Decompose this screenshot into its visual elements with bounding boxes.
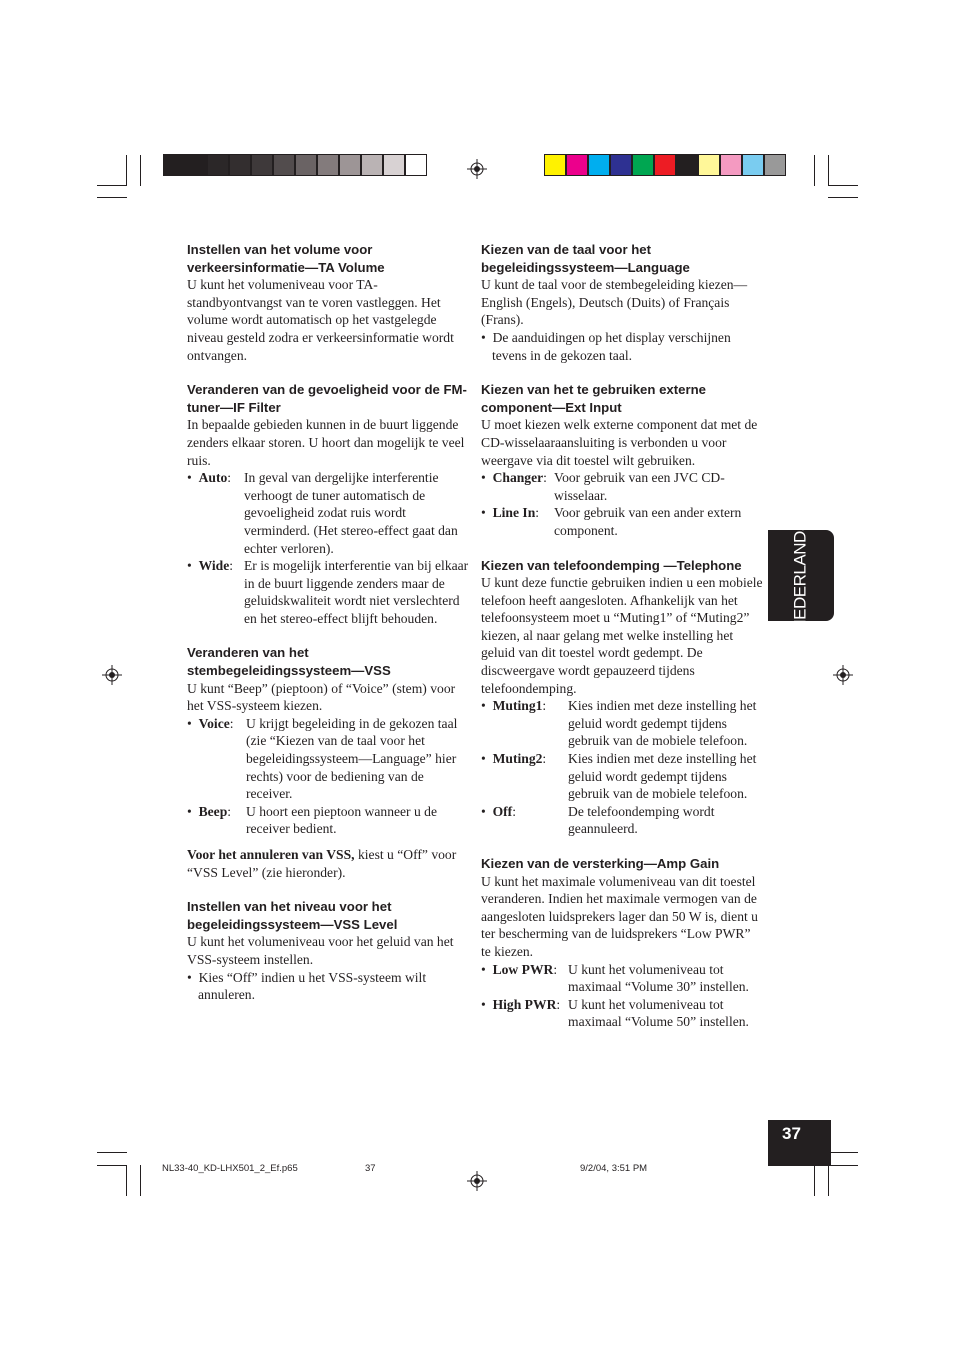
option-item bbox=[481, 469, 763, 504]
color-swatch bbox=[317, 154, 339, 176]
section-heading: Instellen van het niveau voor het begeleidingssysteem—VSS Level bbox=[187, 899, 398, 932]
color-swatch bbox=[632, 154, 654, 176]
color-swatch bbox=[295, 154, 317, 176]
crop-mark bbox=[828, 155, 829, 186]
crop-mark bbox=[828, 1165, 829, 1196]
color-swatch bbox=[588, 154, 610, 176]
option-key: • Muting1: bbox=[481, 698, 547, 714]
option-item bbox=[481, 750, 763, 803]
color-swatch bbox=[405, 154, 427, 176]
section-ta-volume bbox=[187, 241, 469, 364]
language-tab bbox=[768, 519, 834, 632]
option-item bbox=[187, 469, 469, 557]
grayscale-color-bar bbox=[163, 154, 427, 176]
option-item bbox=[187, 557, 469, 627]
section-language bbox=[481, 241, 763, 364]
option-text: Kies indien met deze instelling het geluid wordt gedempt tijdens gebruik van de mobiele telefoon. bbox=[568, 698, 757, 749]
option-item bbox=[481, 504, 763, 539]
option-text: Kies indien met deze instelling het geluid wordt gedempt tijdens gebruik van de mobiele telefoon. bbox=[568, 751, 757, 802]
option-key: • Muting2: bbox=[481, 751, 547, 767]
registration-mark-icon bbox=[833, 665, 853, 685]
color-swatch bbox=[654, 154, 676, 176]
page-number-box bbox=[768, 1120, 831, 1166]
section-paragraph: U kunt “Beep” (pieptoon) of “Voice” (stem) voor het VSS-systeem kiezen. bbox=[187, 680, 456, 714]
crop-mark bbox=[828, 197, 858, 198]
section-paragraph: U kunt het maximale volumeniveau van dit toestel veranderen. Indien het maximale vermogen van de aangesloten luidsprekers lager dan 50 W is, dient u ter bescherming van de luidsprekers “Low PWR” te kiezen. bbox=[481, 873, 758, 959]
cancel-note bbox=[187, 846, 469, 881]
color-swatch bbox=[544, 154, 566, 176]
color-swatch bbox=[566, 154, 588, 176]
crop-mark bbox=[97, 197, 127, 198]
section-paragraph: U kunt deze functie gebruiken indien u een mobiele telefoon heeft aangesloten. Afhankelijk van het telefoonsysteem moet u “Muting1” of “Muting2” kiezen, al naar gelang met welke instelling het geluid van dit toestel wordt gedempt. De discweergave wordt gepauzeerd tijdens telefoondemping. bbox=[481, 575, 763, 696]
option-text: Voor gebruik van een JVC CD-wisselaar. bbox=[554, 470, 725, 503]
color-swatch bbox=[251, 154, 273, 176]
section-paragraph: U kunt de taal voor de stembegeleiding kiezen—English (Engels), Deutsch (Duits) of Français (Frans). bbox=[481, 277, 748, 328]
option-item bbox=[481, 803, 763, 838]
section-heading: Kiezen van de versterking—Amp Gain bbox=[481, 856, 720, 871]
section-heading: Veranderen van de gevoeligheid voor de FM-tuner—IF Filter bbox=[187, 382, 467, 415]
color-swatch bbox=[207, 154, 229, 176]
option-key: • Low PWR: bbox=[481, 961, 558, 977]
color-swatch bbox=[764, 154, 786, 176]
bullet-note: • De aanduidingen op het display verschijnen tevens in de gekozen taal. bbox=[481, 329, 731, 363]
page-number: 37 bbox=[782, 1124, 801, 1143]
section-heading: Kiezen van het te gebruiken externe component—Ext Input bbox=[481, 382, 706, 415]
option-text: U hoort een pieptoon wanneer u de receiver bedient. bbox=[246, 803, 438, 837]
option-item bbox=[187, 715, 469, 803]
section-paragraph: U kunt het volumeniveau voor het geluid van het VSS-systeem instellen. bbox=[187, 934, 454, 967]
crop-mark bbox=[828, 1152, 858, 1153]
option-text: Voor gebruik van een ander extern component. bbox=[554, 505, 742, 538]
cancel-note-bold: Voor het annuleren van VSS, bbox=[187, 847, 355, 862]
option-key: • Changer: bbox=[481, 470, 547, 486]
color-swatch bbox=[383, 154, 405, 176]
crop-mark bbox=[140, 155, 141, 186]
option-key: • Off: bbox=[481, 803, 516, 819]
color-swatch bbox=[742, 154, 764, 176]
crop-mark bbox=[97, 1165, 127, 1166]
option-key: • High PWR: bbox=[481, 996, 561, 1012]
option-text: U krijgt begeleiding in de gekozen taal (zie “Kiezen van de taal voor het begeleidingssysteem—Language” hier rechts) voor de bediening van de receiver. bbox=[246, 715, 458, 802]
footer-date: 9/2/04, 3:51 PM bbox=[580, 1163, 648, 1174]
color-swatch bbox=[361, 154, 383, 176]
color-swatch bbox=[339, 154, 361, 176]
section-paragraph: In bepaalde gebieden kunnen in de buurt liggende zenders elkaar storen. U hoort dan mogelijk te veel ruis. bbox=[187, 417, 465, 468]
crop-mark bbox=[140, 1165, 141, 1196]
registration-mark-icon bbox=[467, 159, 487, 179]
footer-page: 37 bbox=[365, 1163, 376, 1174]
color-swatch bbox=[163, 154, 185, 176]
option-key: • Auto: bbox=[187, 470, 232, 486]
cancel-note-text: kiest u “Off” voor “VSS Level” (zie hieronder). bbox=[187, 847, 457, 880]
section-vss-level bbox=[187, 898, 469, 1004]
color-swatch bbox=[676, 154, 698, 176]
crop-mark bbox=[814, 155, 815, 186]
section-vss bbox=[187, 644, 469, 881]
option-key: • Line In: bbox=[481, 505, 540, 521]
option-item bbox=[481, 961, 763, 996]
process-color-bar bbox=[544, 154, 786, 176]
color-swatch bbox=[720, 154, 742, 176]
crop-mark bbox=[97, 185, 127, 186]
option-key: • Voice: bbox=[187, 715, 234, 731]
color-swatch bbox=[229, 154, 251, 176]
section-heading: Kiezen van telefoondemping —Telephone bbox=[481, 557, 742, 573]
color-swatch bbox=[185, 154, 207, 176]
crop-mark bbox=[828, 185, 858, 186]
option-item bbox=[481, 697, 763, 750]
language-tab-label: NEDERLANDS bbox=[791, 519, 811, 632]
section-ext-input bbox=[481, 381, 763, 539]
crop-mark bbox=[828, 1165, 858, 1166]
crop-mark bbox=[126, 155, 127, 186]
color-swatch bbox=[698, 154, 720, 176]
section-heading: Veranderen van het stembegeleidingssysteem—VSS bbox=[187, 645, 391, 679]
color-swatch bbox=[273, 154, 295, 176]
section-amp-gain bbox=[481, 855, 763, 1031]
section-paragraph: U kunt het volumeniveau voor TA-standbyontvangst van te voren vastleggen. Het volume wordt automatisch op het vastgelegde niveau gesteld zodra er verkeersinformatie wordt ontvangen. bbox=[187, 277, 454, 363]
footer-file: NL33-40_KD-LHX501_2_Ef.p65 bbox=[162, 1163, 298, 1174]
option-text: U kunt het volumeniveau tot maximaal “Volume 30” instellen. bbox=[568, 961, 749, 995]
registration-mark-icon bbox=[467, 1171, 487, 1191]
option-text: U kunt het volumeniveau tot maximaal “Volume 50” instellen. bbox=[568, 996, 749, 1030]
registration-mark-icon bbox=[102, 665, 122, 685]
section-heading: Instellen van het volume voor verkeersinformatie—TA Volume bbox=[187, 242, 385, 275]
crop-mark bbox=[814, 1165, 815, 1196]
option-item bbox=[187, 803, 469, 838]
option-text: De telefoondemping wordt geannuleerd. bbox=[568, 803, 715, 837]
bullet-note: • Kies “Off” indien u het VSS-systeem wilt annuleren. bbox=[187, 969, 427, 1003]
left-column bbox=[187, 241, 469, 1021]
option-key: • Beep: bbox=[187, 803, 232, 819]
option-key: • Wide: bbox=[187, 558, 234, 574]
section-heading: Kiezen van de taal voor het begeleidingssysteem—Language bbox=[481, 242, 690, 275]
crop-mark bbox=[97, 1152, 127, 1153]
section-telephone bbox=[481, 557, 763, 839]
color-swatch bbox=[610, 154, 632, 176]
crop-mark bbox=[126, 1165, 127, 1196]
right-column bbox=[481, 241, 763, 1048]
option-text: In geval van dergelijke interferentie verhoogt de tuner automatisch de gevoeligheid zodat ruis wordt verminderd. (Het stereo-effect gaat dan echter verloren). bbox=[244, 470, 458, 556]
option-text: Er is mogelijk interferentie van bij elkaar in de buurt liggende zenders maar de geluidskwaliteit wordt niet verslechterd en het stereo-effect blijft behouden. bbox=[244, 558, 469, 626]
section-paragraph: U moet kiezen welk externe component dat met de CD-wisselaaraansluiting is verbonden u voor weergave via dit toestel wilt gebruiken. bbox=[481, 417, 758, 468]
option-item bbox=[481, 996, 763, 1031]
section-if-filter bbox=[187, 381, 469, 627]
